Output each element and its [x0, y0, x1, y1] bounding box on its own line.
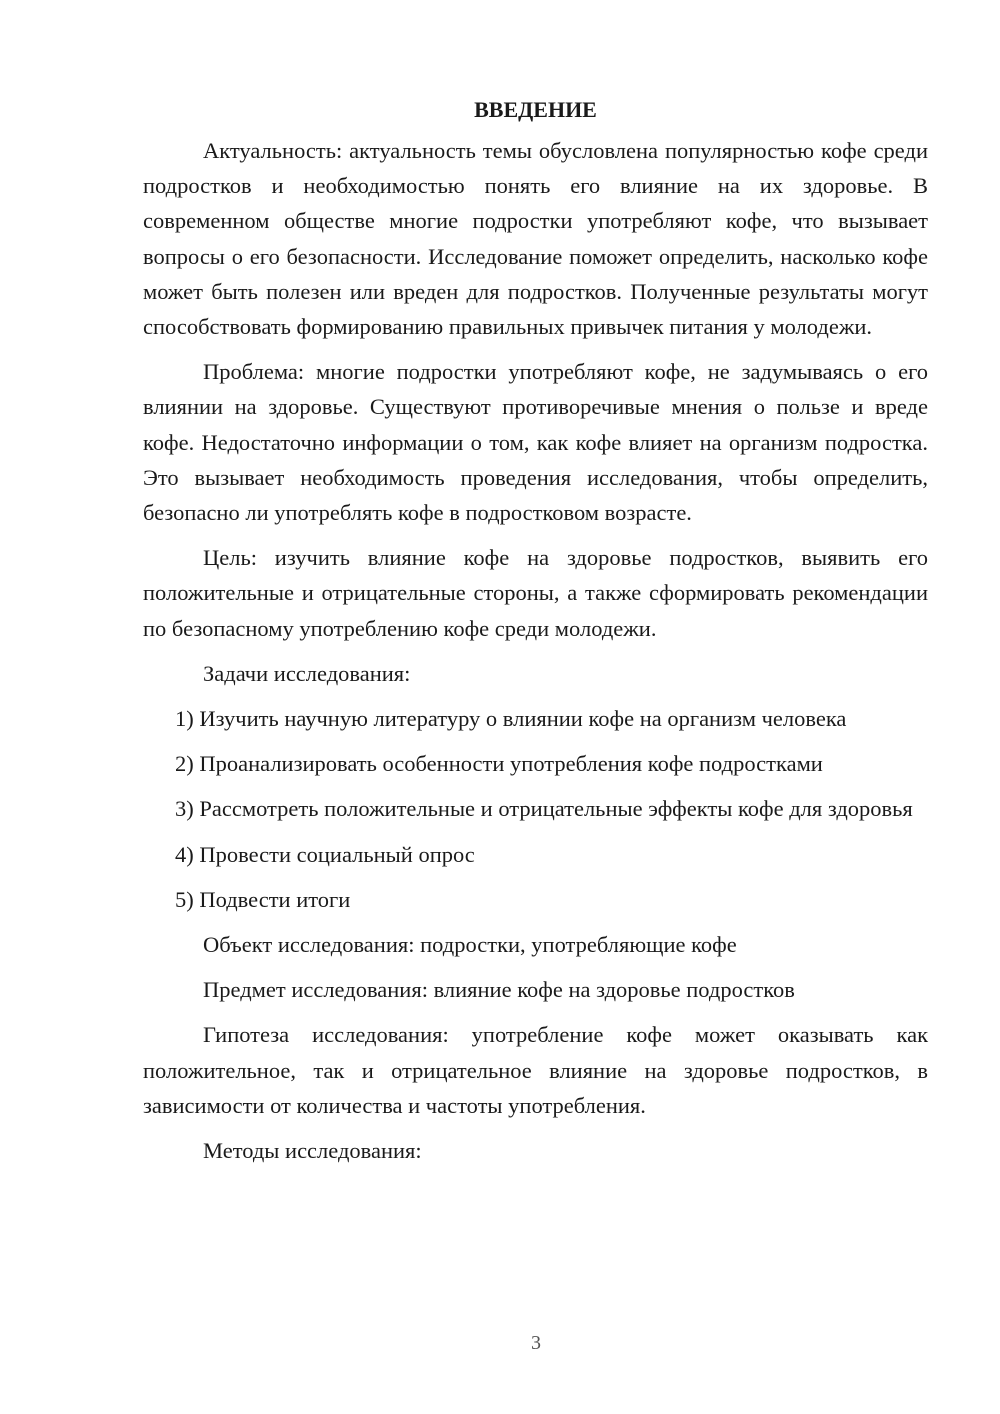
- hypothesis-paragraph: Гипотеза исследования: употребление кофе может оказывать как положительное, так и отрицательное влияние на здоровье подростков, в зависимости от количества и частоты употребления.: [143, 1022, 928, 1118]
- page-number: 3: [531, 1332, 541, 1354]
- document-page: [143, 92, 928, 1178]
- relevance-paragraph: Актуальность: актуальность темы обусловлена популярностью кофе среди подростков и необходимостью понять его влияние на их здоровье. В современном обществе многие подростки употребляют кофе, что вызывает вопросы о его безопасности. Исследование поможет определить, насколько кофе может быть полезен или вреден для подростков. Полученные результаты могут способствовать формированию правильных привычек питания у молодежи.: [143, 138, 928, 340]
- methods-heading: Методы исследования:: [203, 1138, 422, 1164]
- task-item-2: 2) Проанализировать особенности употребления кофе подростками: [175, 751, 823, 777]
- page-title: ВВЕДЕНИЕ: [474, 97, 597, 122]
- subject-paragraph: Предмет исследования: влияние кофе на здоровье подростков: [203, 977, 795, 1003]
- goal-paragraph: Цель: изучить влияние кофе на здоровье подростков, выявить его положительные и отрицательные стороны, а также сформировать рекомендации по безопасному употреблению кофе среди молодежи.: [143, 545, 928, 641]
- object-paragraph: Объект исследования: подростки, употребляющие кофе: [203, 932, 737, 958]
- task-item-3: 3) Рассмотреть положительные и отрицательные эффекты кофе для здоровья: [175, 796, 913, 822]
- task-item-5: 5) Подвести итоги: [175, 886, 351, 912]
- tasks-heading: Задачи исследования:: [203, 660, 411, 686]
- task-item-1: 1) Изучить научную литературу о влиянии кофе на организм человека: [175, 706, 847, 732]
- problem-paragraph: Проблема: многие подростки употребляют кофе, не задумываясь о его влиянии на здоровье. Существуют противоречивые мнения о пользе и вреде кофе. Недостаточно информации о том, как кофе влияет на организм подростка. Это вызывает необходимость проведения исследования, чтобы определить, безопасно ли употреблять кофе в подростковом возрасте.: [143, 359, 928, 526]
- task-item-4: 4) Провести социальный опрос: [175, 841, 475, 867]
